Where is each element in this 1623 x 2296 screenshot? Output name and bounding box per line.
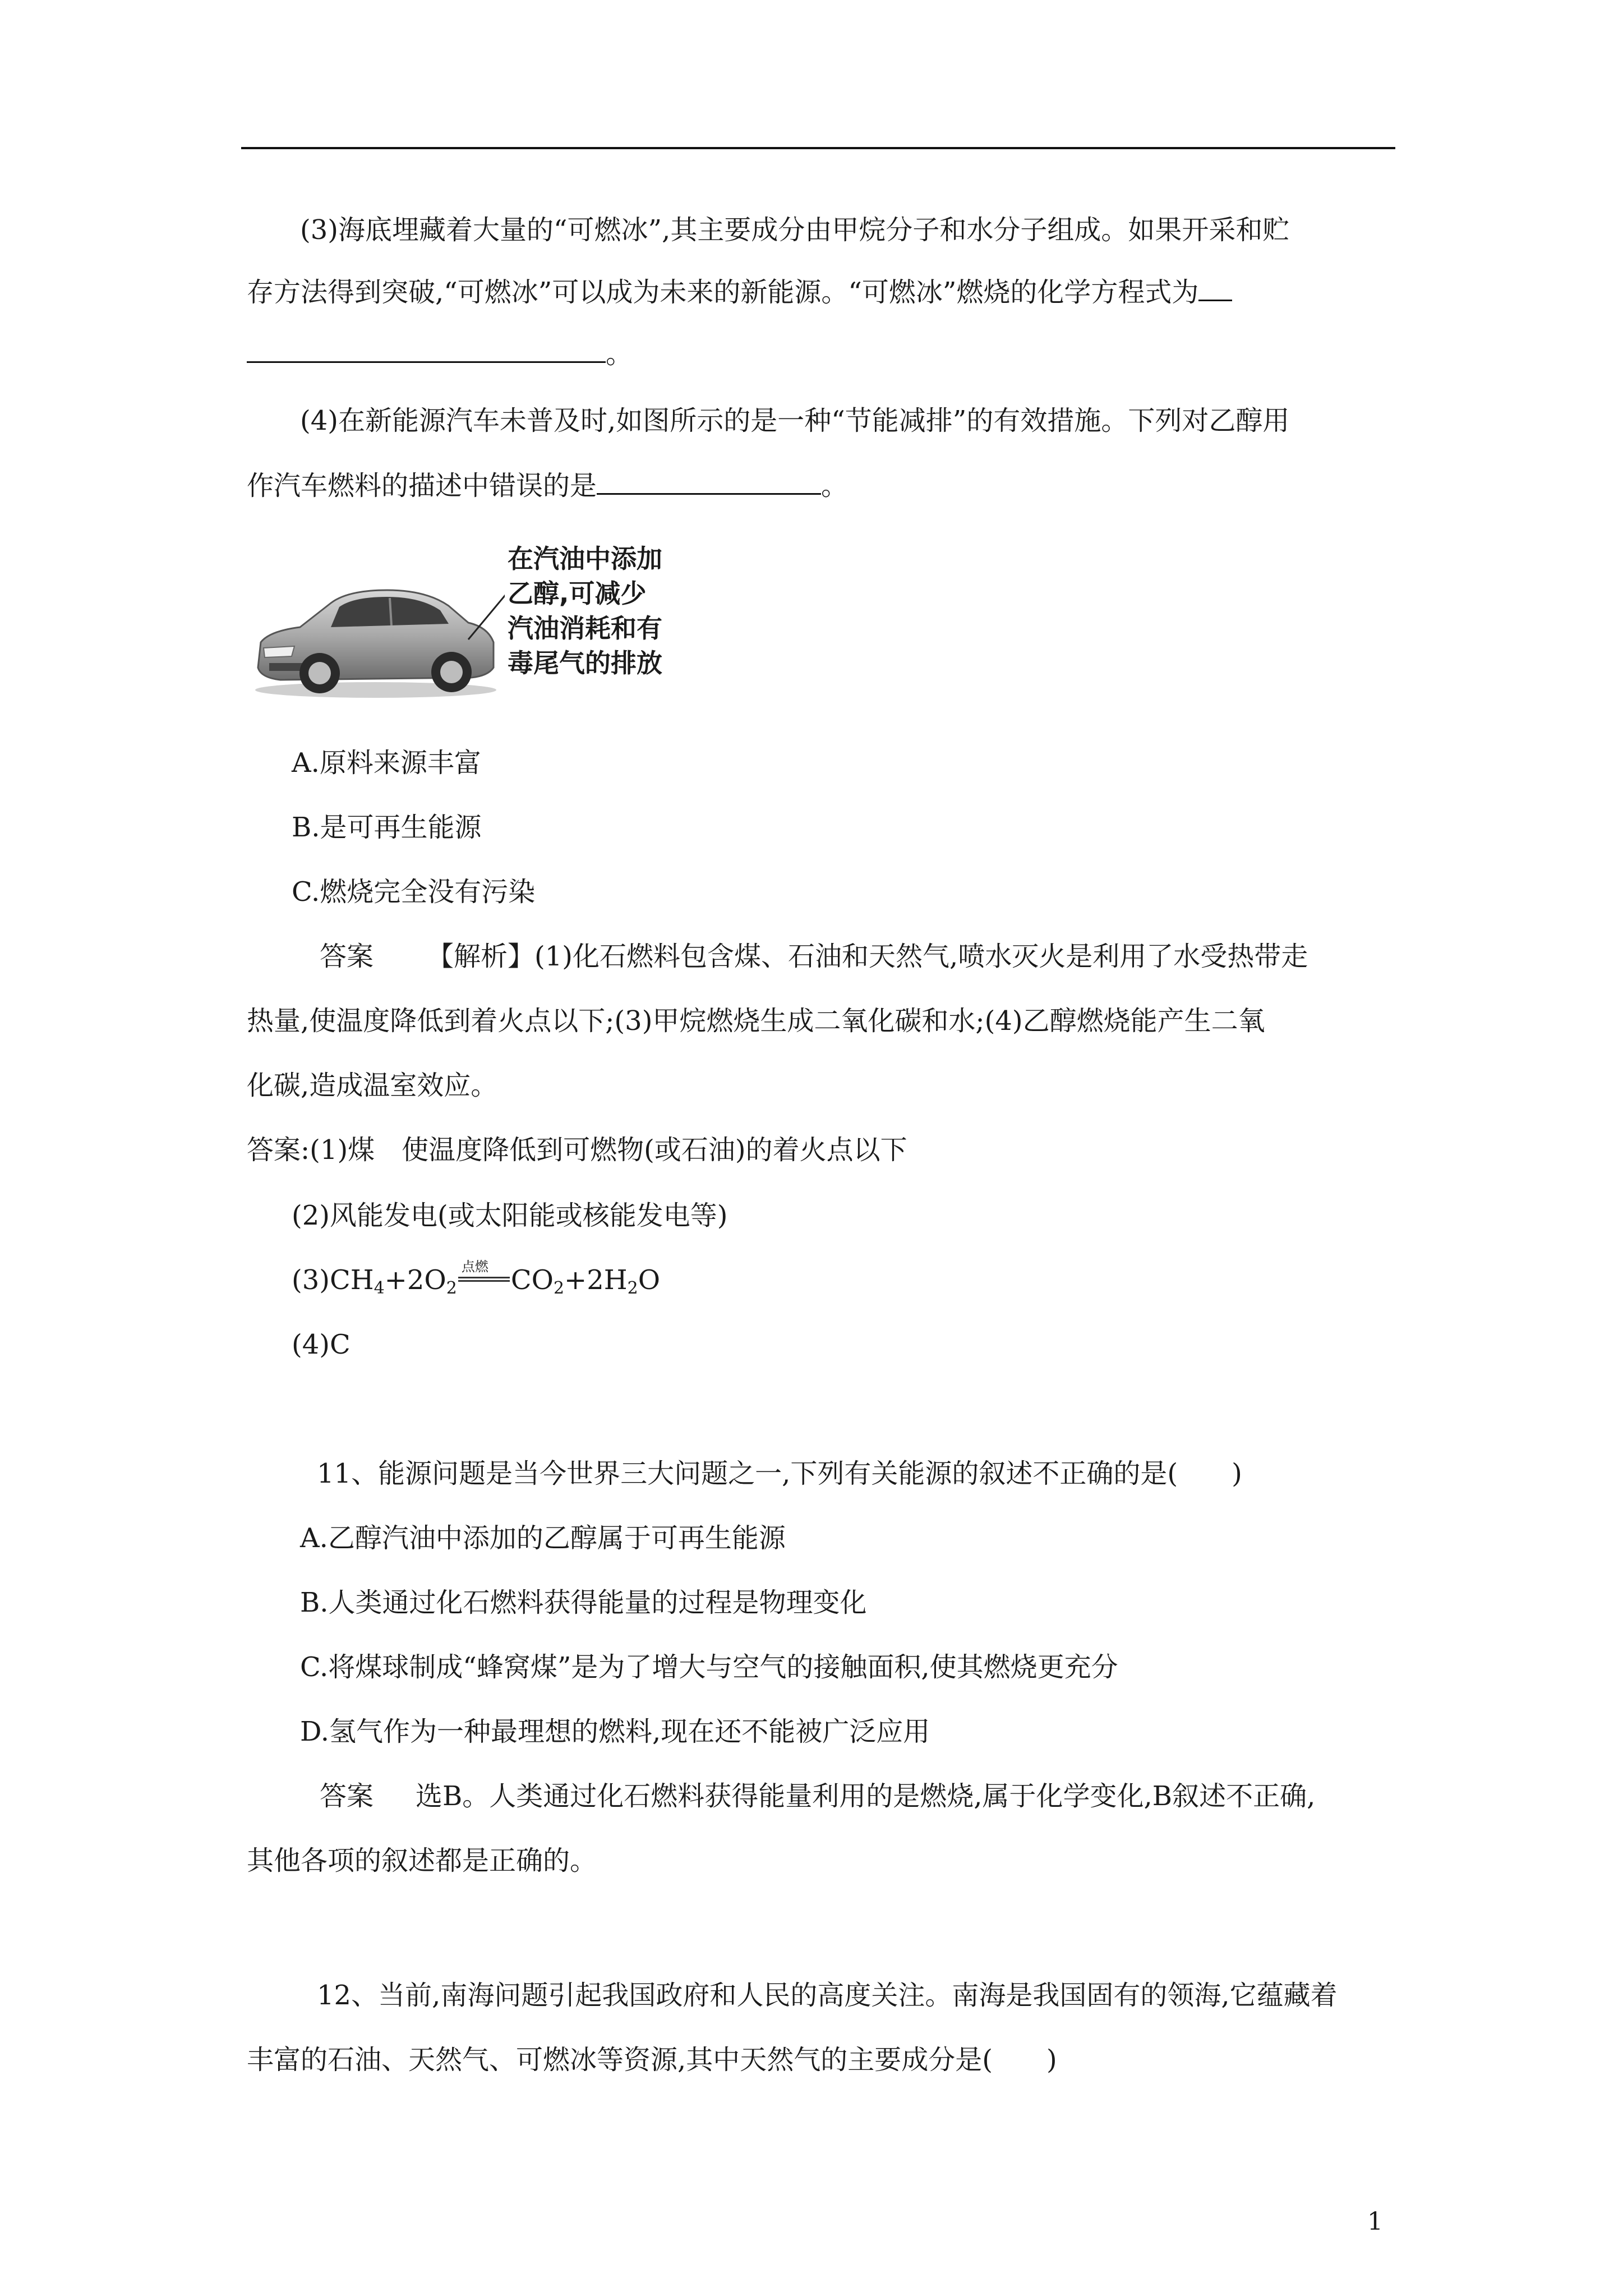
- q4-line-2-end: 。: [821, 470, 849, 501]
- car-illustration: [247, 539, 505, 707]
- answer-blank[interactable]: [1198, 275, 1232, 301]
- q11-answer-line-2: 其他各项的叙述都是正确的。: [247, 1845, 597, 1876]
- formula-part: (3)CH: [292, 1264, 374, 1296]
- formula-subscript: 2: [553, 1278, 565, 1298]
- q11-stem: 11、能源问题是当今世界三大问题之一,下列有关能源的叙述不正确的是( ): [317, 1458, 1242, 1489]
- q3-line-1: (3)海底埋藏着大量的“可燃冰”,其主要成分由甲烷分子和水分子组成。如果开采和贮: [300, 214, 1290, 246]
- formula-subscript: 4: [374, 1278, 385, 1298]
- caption-line: 乙醇,可减少: [508, 578, 647, 609]
- explanation-line-2: 热量,使温度降低到着火点以下;(3)甲烷燃烧生成二氧化碳和水;(4)乙醇燃烧能产生二氧: [247, 1005, 1265, 1037]
- reaction-condition-text: 点燃: [461, 1259, 488, 1274]
- chemical-equation: [292, 1259, 661, 1305]
- answer-4: (4)C: [292, 1329, 351, 1360]
- q11-answer-text: 选B。人类通过化石燃料获得能量利用的是燃烧,属于化学变化,B叙述不正确,: [416, 1780, 1316, 1812]
- explanation-line-1: [320, 940, 1308, 973]
- answer-blank[interactable]: [597, 468, 821, 495]
- answer-label: 答案: [320, 1780, 374, 1812]
- reaction-condition: [457, 1259, 511, 1297]
- answer-label: 答案: [320, 941, 374, 972]
- q11-option-d: D.氢气作为一种最理想的燃料,现在还不能被广泛应用: [300, 1716, 930, 1747]
- q4-line-2-text: 作汽车燃料的描述中错误的是: [247, 470, 597, 501]
- option-b: B.是可再生能源: [292, 812, 482, 843]
- formula-subscript: 2: [627, 1278, 638, 1298]
- formula-subscript: 2: [446, 1278, 457, 1298]
- caption-line: 汽油消耗和有: [508, 613, 662, 643]
- car-figure: [247, 539, 673, 718]
- answer-blank[interactable]: [247, 337, 606, 363]
- q12-line-2: 丰富的石油、天然气、可燃冰等资源,其中天然气的主要成分是( ): [247, 2044, 1057, 2076]
- q3-line-2-text: 存方法得到突破,“可燃冰”可以成为未来的新能源。“可燃冰”燃烧的化学方程式为: [247, 277, 1199, 308]
- explanation-line-3: 化碳,造成温室效应。: [247, 1070, 498, 1101]
- q11-option-b: B.人类通过化石燃料获得能量的过程是物理变化: [300, 1587, 867, 1618]
- q4-line-2: [247, 468, 848, 503]
- q3-line-3: [247, 337, 633, 371]
- analysis-text: 【解析】(1)化石燃料包含煤、石油和天然气,喷水灭火是利用了水受热带走: [427, 941, 1308, 972]
- formula-part: CO: [510, 1264, 554, 1296]
- q12-line-1: 12、当前,南海问题引起我国政府和人民的高度关注。南海是我国固有的领海,它蕴藏着: [317, 1980, 1338, 2011]
- answer-1: 答案:(1)煤 使温度降低到可燃物(或石油)的着火点以下: [247, 1134, 907, 1166]
- q11-option-a: A.乙醇汽油中添加的乙醇属于可再生能源: [300, 1522, 786, 1554]
- option-c: C.燃烧完全没有污染: [292, 876, 536, 908]
- caption-line: 在汽油中添加: [508, 544, 662, 574]
- page-number: 1: [1367, 2207, 1383, 2236]
- q3-line-2: [247, 275, 1232, 309]
- header-rule: [241, 147, 1395, 149]
- q3-line-3-end: 。: [606, 338, 633, 370]
- q4-line-1: (4)在新能源汽车未普及时,如图所示的是一种“节能减排”的有效措施。下列对乙醇用: [300, 405, 1290, 436]
- formula-part: +2H: [564, 1264, 628, 1296]
- caption-line: 毒尾气的排放: [508, 648, 662, 678]
- option-a: A.原料来源丰富: [292, 747, 481, 779]
- answer-2: (2)风能发电(或太阳能或核能发电等): [292, 1200, 728, 1231]
- formula-part: +2O: [384, 1264, 446, 1296]
- formula-part: O: [638, 1264, 661, 1296]
- q11-option-c: C.将煤球制成“蜂窝煤”是为了增大与空气的接触面积,使其燃烧更充分: [300, 1651, 1118, 1683]
- figure-caption: [508, 541, 662, 680]
- q11-answer-line-1: [320, 1779, 1315, 1813]
